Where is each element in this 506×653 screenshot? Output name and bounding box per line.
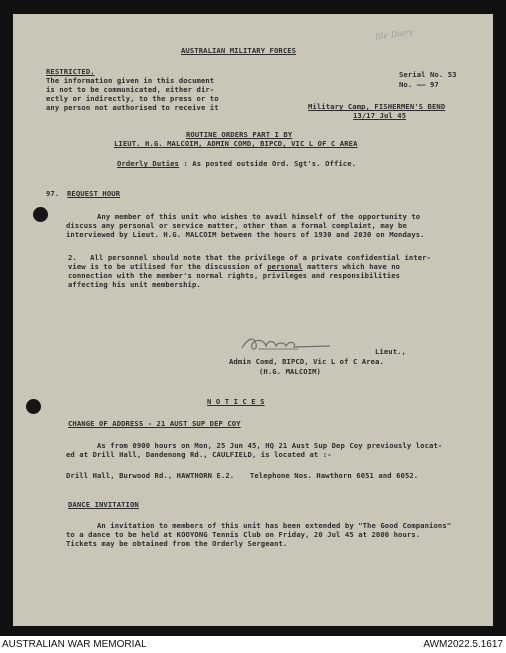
paragraph-2-line-1: 2. All personnel should note that the privilege of a private confidential inter- <box>68 253 432 262</box>
dance-line-3: Tickets may be obtained from the Orderly Sergeant. <box>66 539 288 548</box>
footer-institution: AUSTRALIAN WAR MEMORIAL <box>2 639 147 650</box>
dance-line-1: An invitation to members of this unit has been extended by "The Good Companions" <box>66 521 452 530</box>
telephone-numbers: Telephone Nos. Hawthorn 6051 and 6052. <box>250 471 419 480</box>
orderly-duties-text: : As posted outside Ord. Sgt's. Office. <box>183 159 357 168</box>
orderly-duties-label: Orderly Duties <box>117 159 179 168</box>
restricted-line-3: ectly or indirectly, to the press or to <box>46 94 219 103</box>
dance-invitation-heading: DANCE INVITATION <box>68 500 139 509</box>
orders-title-line-1: ROUTINE ORDERS PART I BY <box>186 130 293 139</box>
paragraph-2-line-4: affecting his unit membership. <box>68 280 201 289</box>
change-of-address-line-1: As from 0900 hours on Mon, 25 Jun 45, HQ 21 Aust Sup Dep Coy previously locat- <box>66 441 443 450</box>
pencil-annotation: file Diary <box>374 27 414 42</box>
signature-line-1: Admin Comd, BIPCD, Vic L of C Area. <box>229 357 384 366</box>
order-date: 13/17 Jul 45 <box>353 111 407 120</box>
paragraph-2-line-2-head: view is to be utilised for the discussion of <box>68 262 268 271</box>
paragraph-1-line-3: interviewed by Lieut. H.G. MALCOIM between the hours of 1930 and 2030 on Mondays. <box>66 230 425 239</box>
section-97-heading: REQUEST HOUR <box>67 189 121 198</box>
document-page <box>13 14 493 626</box>
restricted-line-2: is not to be communicated, either dir- <box>46 85 215 94</box>
orders-title-line-2: LIEUT. H.G. MALCOIM, ADMIN COMD, BIPCD, VIC L OF C AREA <box>114 139 358 148</box>
document-title: AUSTRALIAN MILITARY FORCES <box>181 46 297 55</box>
change-of-address-line-2: ed at Drill Hall, Dandenong Rd., CAULFIELD, is located at :- <box>66 450 332 459</box>
paragraph-2-line-3: connection with the member's normal rights, privileges and responsibilities <box>68 271 401 280</box>
order-number: No. —— 97 <box>399 80 439 89</box>
paragraph-2-line-2 <box>68 262 400 271</box>
paragraph-1-line-2: discuss any personal or service matter, other than a formal complaint, may be <box>66 221 407 230</box>
paragraph-2-line-2-tail: matters which have no <box>302 262 401 271</box>
footer-accession-number: AWM2022.5.1617 <box>423 639 503 650</box>
new-address: Drill Hall, Burwood Rd., HAWTHORN E.2. <box>66 471 235 480</box>
underlined-personal: personal <box>267 262 303 271</box>
paragraph-1-line-1: Any member of this unit who wishes to avail himself of the opportunity to <box>66 212 421 221</box>
punch-hole-lower <box>26 399 41 414</box>
handwritten-signature <box>238 334 338 356</box>
signature-rank: Lieut., <box>375 347 406 356</box>
dance-line-2: to a dance to be held at KOOYONG Tennis Club on Friday, 20 Jul 45 at 2000 hours. <box>66 530 421 539</box>
footer-bar <box>0 636 506 653</box>
orderly-duties <box>117 159 356 168</box>
punch-hole-upper <box>33 207 48 222</box>
restricted-line-4: any person not authorised to receive it <box>46 103 219 112</box>
notices-heading: N O T I C E S <box>207 397 265 406</box>
restricted-line-1: The information given in this document <box>46 76 215 85</box>
change-of-address-heading: CHANGE OF ADDRESS - 21 AUST SUP DEP COY <box>68 419 241 428</box>
signature-line-2: (H.G. MALCOIM) <box>259 367 321 376</box>
section-97-number: 97. <box>46 189 60 198</box>
serial-number: Serial No. 53 <box>399 70 457 79</box>
camp-location: Military Camp, FISHERMEN'S BEND <box>308 102 446 111</box>
restricted-heading: RESTRICTED. <box>46 67 95 76</box>
